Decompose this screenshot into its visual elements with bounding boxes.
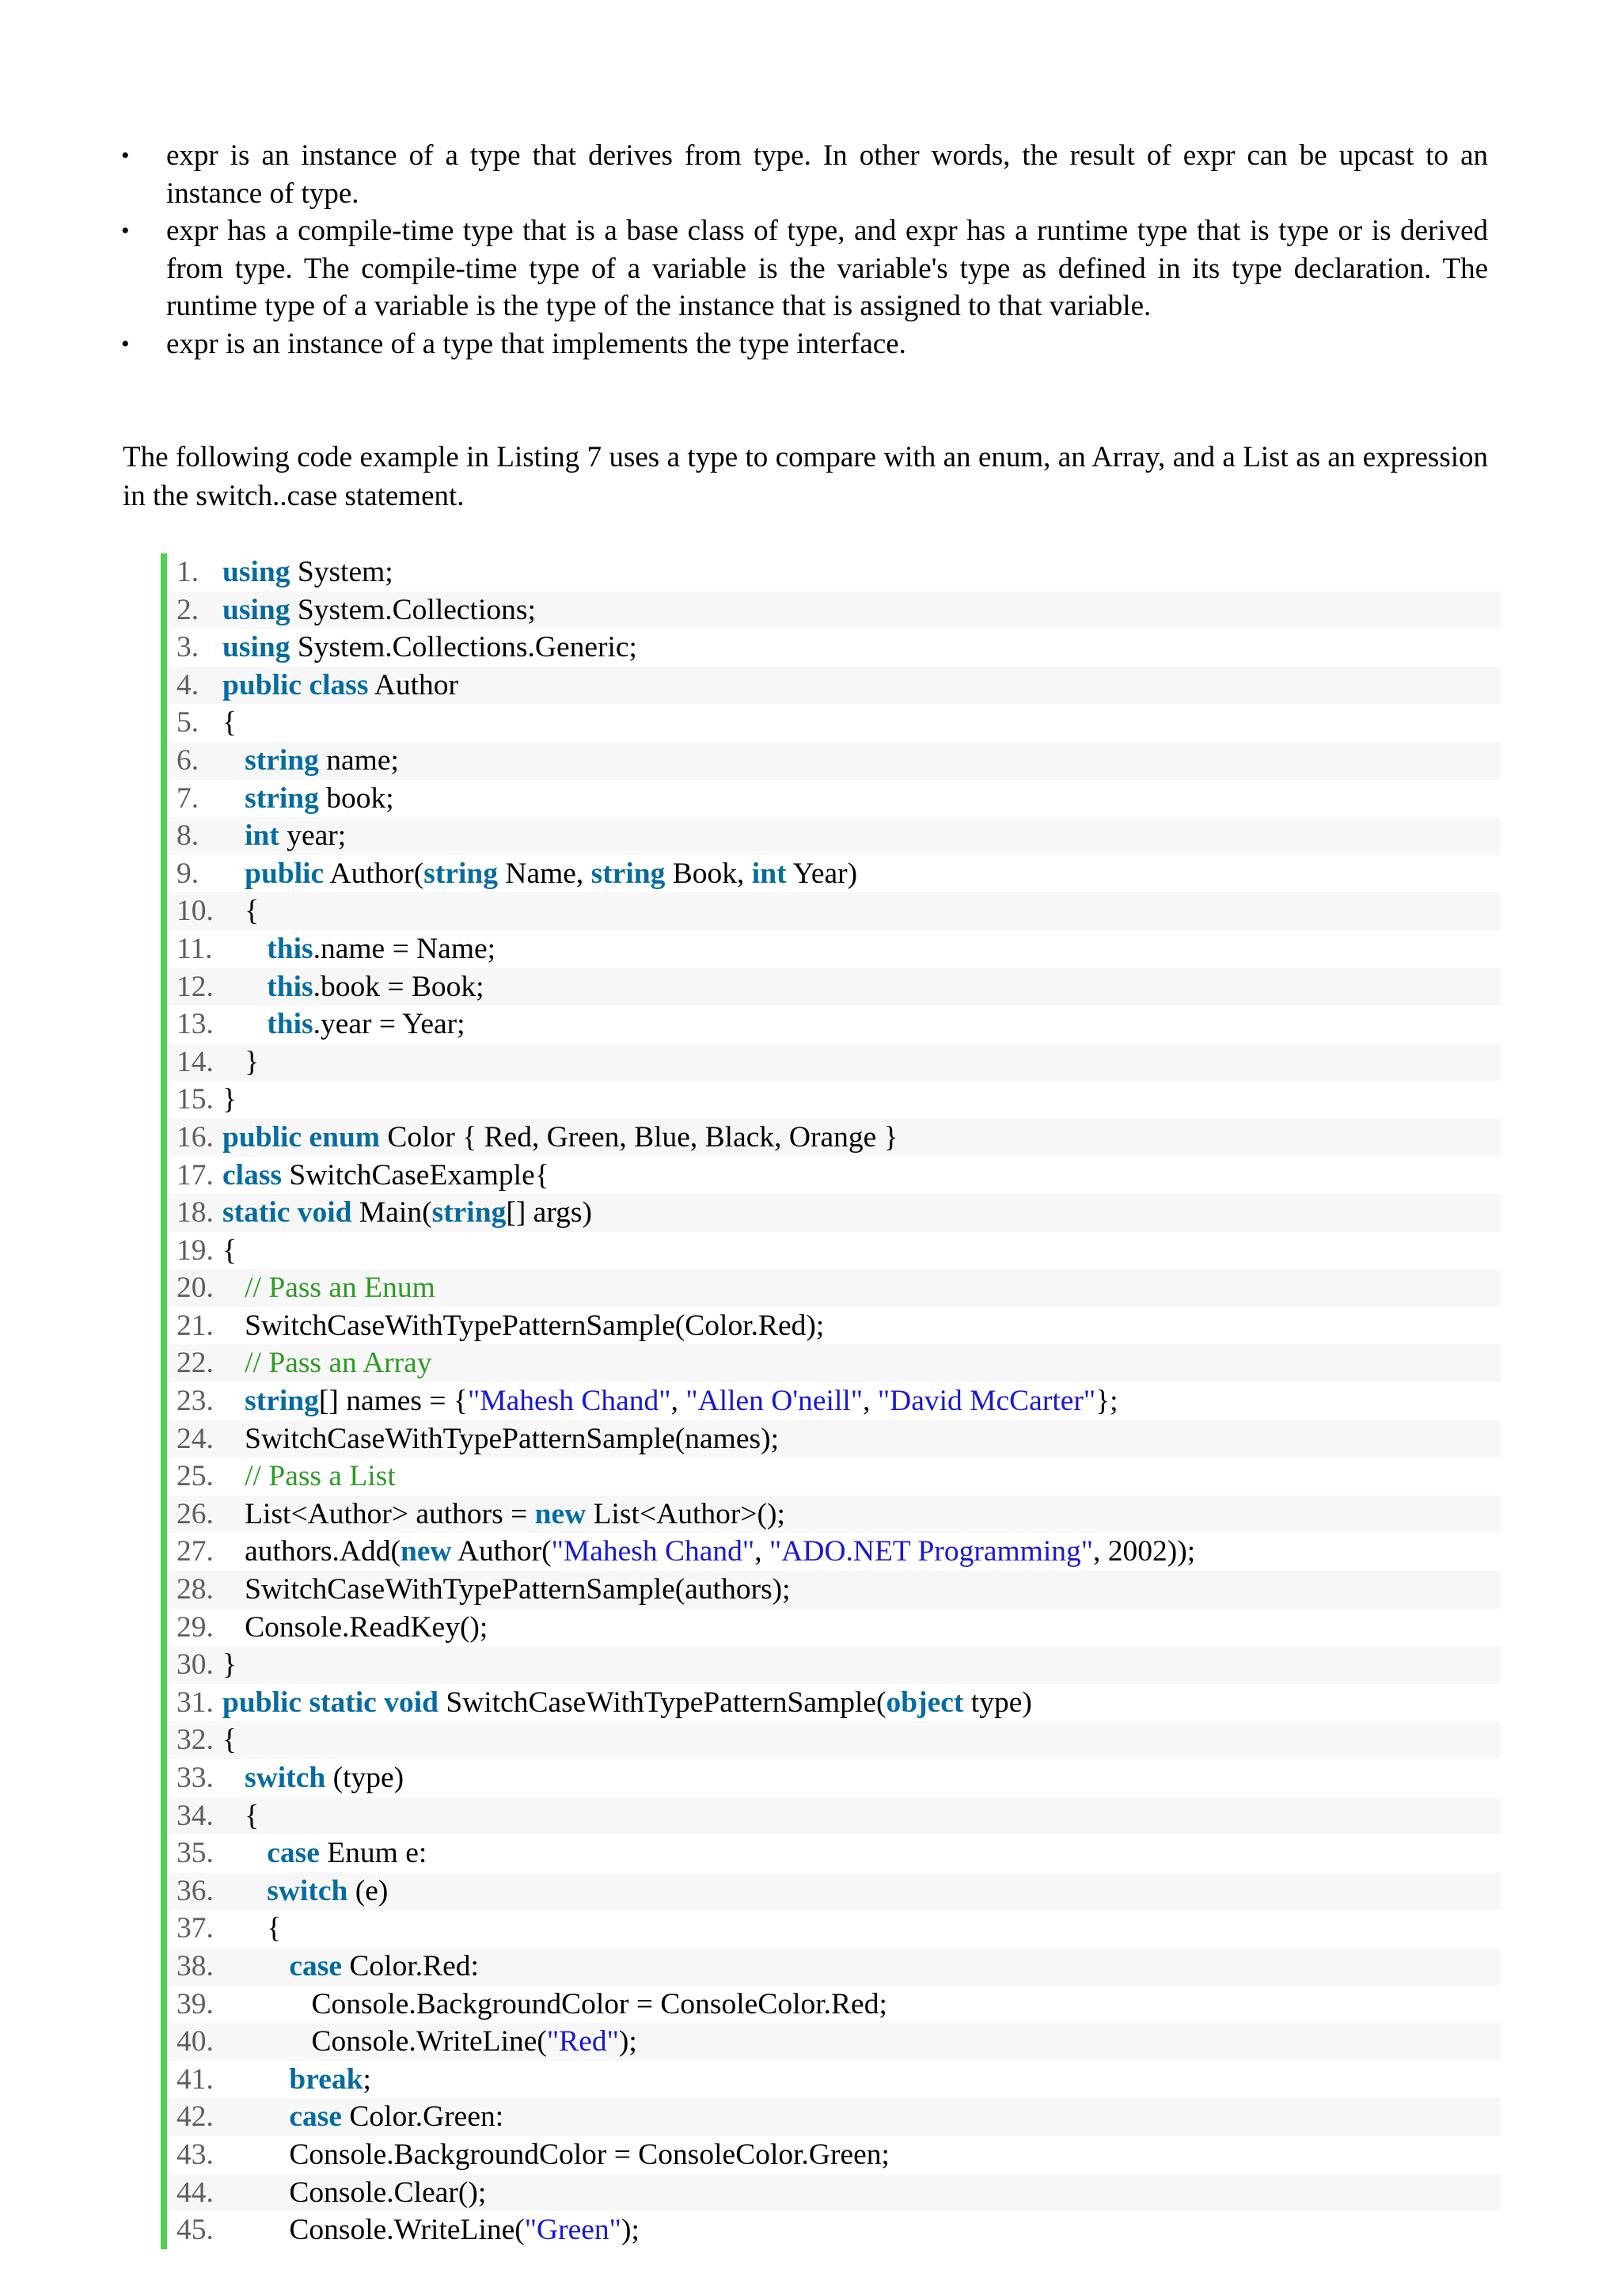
line-number: 33. [177,1762,214,1794]
code-keyword: static [222,1196,290,1230]
code-text: Enum e: [319,1837,427,1870]
code-keyword: break [289,2062,363,2096]
line-number: 7. [177,781,199,815]
code-string: "Green" [524,2214,621,2247]
line-number: 4. [177,668,199,701]
code-text: ); [621,2214,640,2247]
line-number: 9. [177,857,199,890]
code-keyword: object [886,1686,964,1719]
line-number: 3. [177,631,199,664]
code-string: "David McCarter" [877,1385,1096,1418]
line-number: 19. [177,1234,214,1267]
line-number: 25. [177,1460,214,1493]
code-keyword: string [431,1196,507,1230]
code-keyword: string [245,781,319,815]
code-text: List<Author>(); [586,1497,785,1530]
line-number: 11. [177,932,213,965]
line-number: 6. [177,743,199,777]
line-number: 37. [177,1912,214,1945]
code-keyword: void [384,1686,438,1719]
code-line [167,1834,1501,1872]
code-text: year; [279,819,347,853]
code-keyword: case [289,2100,343,2134]
code-line [167,2061,1501,2099]
code-text [222,1762,245,1794]
line-number: 35. [177,1837,214,1870]
line-number: 29. [177,1610,214,1644]
code-text [222,2063,289,2096]
code-line [167,1081,1501,1119]
code-text: SwitchCaseWithTypePatternSample(names); [222,1422,779,1455]
line-number: 24. [177,1422,214,1455]
code-line [167,591,1501,629]
line-number: 45. [177,2214,214,2247]
line-number: 28. [177,1573,214,1606]
code-line [167,2098,1501,2136]
code-text: SwitchCaseWithTypePatternSample( [438,1686,886,1719]
line-number: 17. [177,1158,214,1192]
code-line [167,855,1501,893]
code-text: { [222,895,260,928]
code-text: ; [363,2062,371,2096]
code-text [290,1196,297,1229]
code-text [222,971,267,1003]
code-text: SwitchCaseExample{ [282,1158,549,1192]
code-line [167,1119,1501,1157]
code-text: Author( [324,857,424,890]
code-comment: // Pass an Array [245,1347,432,1380]
code-text: { [222,1724,237,1757]
code-line [167,1043,1501,1081]
code-line [167,1571,1501,1609]
code-text: }; [1095,1385,1118,1418]
code-text: (e) [347,1874,389,1907]
line-number: 40. [177,2025,214,2058]
code-text: { [222,1912,282,1945]
code-keyword: this [267,932,313,965]
code-keyword: static [309,1686,377,1719]
line-number: 16. [177,1120,214,1154]
bullet-icon: • [121,218,130,244]
line-number: 13. [177,1008,214,1041]
bullet-icon: • [121,143,130,169]
code-keyword: using [222,556,290,588]
code-text: Author [368,668,458,701]
code-text: .name = Name; [313,932,496,965]
line-number: 38. [177,1949,214,1982]
code-text: Color.Green: [342,2100,504,2134]
bullet-item [121,212,1488,325]
line-number: 27. [177,1535,214,1568]
code-text [222,1385,245,1417]
line-number: 20. [177,1272,214,1305]
code-text [222,1875,267,1907]
code-keyword: case [289,1949,343,1982]
line-number: 1. [177,556,199,588]
code-text: SwitchCaseWithTypePatternSample(Color.Red); [222,1309,825,1342]
code-text: } [222,1083,237,1116]
code-line [167,1797,1501,1835]
code-keyword: public [222,668,302,701]
code-text: ); [618,2025,637,2058]
line-number: 22. [177,1347,214,1380]
line-number: 32. [177,1724,214,1757]
code-text [222,744,245,777]
code-text [222,782,245,815]
bullet-text: expr is an instance of a type that derives from type. In other words, the result of expr can be upcast to an instance of type. [166,139,1488,210]
line-number: 39. [177,1987,214,2020]
code-text [222,1008,267,1040]
code-line [167,1269,1501,1307]
code-text: List<Author> authors = [222,1497,535,1530]
code-line [167,2023,1501,2061]
code-line [167,968,1501,1006]
code-keyword: case [267,1837,320,1870]
code-text: , [670,1385,686,1418]
code-text: , 2002)); [1093,1535,1196,1568]
code-line [167,930,1501,968]
code-line [167,1344,1501,1382]
code-keyword: class [222,1158,282,1192]
line-number: 15. [177,1083,214,1116]
code-text: SwitchCaseWithTypePatternSample(authors); [222,1573,791,1606]
code-text: Name, [497,857,591,890]
code-text: Console.BackgroundColor = ConsoleColor.Red; [222,1987,887,2020]
code-keyword: this [267,1008,313,1041]
code-line [167,553,1501,591]
code-keyword: this [267,970,313,1003]
code-line [167,1910,1501,1948]
code-text: name; [318,743,399,777]
code-line [167,1872,1501,1910]
code-text: System.Collections.Generic; [290,631,637,664]
bullet-text: expr is an instance of a type that implements the type interface. [166,327,906,360]
bullet-icon: • [121,330,130,357]
code-text: authors.Add( [222,1535,401,1568]
intro-paragraph: The following code example in Listing 7 uses a type to compare with an enum, an Array, and a List as an expression in the switch..case statement. [123,441,1488,512]
bullet-list [121,137,1488,363]
line-number: 44. [177,2176,214,2209]
line-number: 30. [177,1648,214,1682]
code-line [167,1496,1501,1534]
code-comment: // Pass an Enum [245,1272,435,1305]
line-number: 18. [177,1196,214,1230]
code-text: .book = Book; [313,970,484,1003]
code-line [167,1194,1501,1232]
code-line [167,1948,1501,1986]
code-line [167,667,1501,705]
code-text: Console.WriteLine( [222,2214,525,2247]
code-string: "Mahesh Chand" [467,1385,671,1418]
code-text [222,1272,245,1304]
code-line [167,1307,1501,1345]
code-keyword: string [590,857,666,890]
code-text [222,2100,289,2133]
code-keyword: new [400,1535,452,1568]
code-line [167,1458,1501,1496]
line-number: 42. [177,2100,214,2134]
bullet-item [121,325,1488,363]
code-line [167,1646,1501,1684]
code-keyword: class [309,668,369,701]
code-line [167,1420,1501,1458]
line-number: 14. [177,1045,214,1078]
line-number: 26. [177,1497,214,1530]
code-line [167,1684,1501,1722]
code-text: Author( [451,1535,552,1568]
code-line [167,780,1501,818]
code-text [222,1460,245,1492]
code-keyword: int [245,819,279,853]
line-number: 21. [177,1309,214,1342]
code-line [167,2211,1501,2249]
code-keyword: string [245,1385,319,1418]
code-text: { [222,706,237,739]
line-number: 34. [177,1799,214,1832]
code-keyword: public [222,1686,302,1719]
code-keyword: string [245,743,319,777]
code-text: [] args) [506,1196,592,1230]
line-number: 5. [177,706,199,739]
code-line [167,817,1501,855]
code-text: } [222,1648,237,1682]
line-number: 23. [177,1385,214,1418]
code-keyword: switch [267,1874,348,1907]
code-text: System.Collections; [290,593,536,626]
code-text [222,819,245,852]
code-line [167,704,1501,742]
code-text: .year = Year; [313,1008,465,1041]
code-line [167,1382,1501,1420]
code-line [167,1609,1501,1647]
code-string: "Allen O'neill" [685,1385,864,1418]
code-line [167,1759,1501,1797]
code-text: , [863,1385,878,1418]
code-text: Console.WriteLine( [222,2025,547,2058]
code-text [222,1950,289,1982]
code-keyword: new [534,1497,587,1530]
code-keyword: string [423,857,498,890]
line-number: 31. [177,1686,214,1719]
code-text [377,1686,384,1719]
code-line [167,742,1501,780]
code-line [167,1157,1501,1195]
code-line [167,2136,1501,2174]
code-text: Year) [786,857,858,890]
line-number: 43. [177,2138,214,2171]
code-text: , [754,1535,769,1568]
line-number: 8. [177,819,199,853]
code-keyword: using [222,631,290,664]
code-comment: // Pass a List [245,1460,396,1493]
bullet-text: expr has a compile-time type that is a base class of type, and expr has a runtime type that is type or is derived from type. The compile-time type of a variable is the variable's type as defined in its type declaration. The runtime type of a variable is the type of the instance that is assigned to that variable. [166,215,1488,322]
code-line [167,892,1501,930]
code-text [222,1837,267,1869]
code-keyword: public [245,857,325,890]
code-text: Book, [665,857,752,890]
code-keyword: public [222,1120,302,1154]
code-string: "ADO.NET Programming" [769,1535,1094,1568]
code-text: { [222,1234,237,1267]
code-listing [161,553,1501,2249]
code-keyword: switch [245,1762,326,1794]
code-text: Console.BackgroundColor = ConsoleColor.Green; [222,2138,890,2171]
code-text: book; [318,781,394,815]
code-keyword: void [297,1196,352,1230]
code-text: Color { Red, Green, Blue, Black, Orange } [380,1120,898,1154]
line-number: 12. [177,970,214,1003]
bullet-item [121,137,1488,212]
code-line [167,1005,1501,1043]
code-text [222,933,267,965]
code-text: Main( [351,1196,432,1230]
code-line [167,629,1501,667]
code-line [167,2174,1501,2212]
code-string: "Red" [546,2025,619,2058]
code-keyword: enum [309,1120,381,1154]
code-line [167,1533,1501,1571]
code-line [167,1721,1501,1759]
code-text: Console.Clear(); [222,2176,487,2209]
line-number: 41. [177,2062,214,2096]
code-text: type) [963,1686,1032,1719]
code-text: System; [290,556,393,588]
code-text [222,1347,245,1379]
code-text: { [222,1799,260,1832]
code-keyword: int [751,857,787,890]
code-string: "Mahesh Chand" [551,1535,755,1568]
code-line [167,1986,1501,2024]
code-text: (type) [325,1762,404,1794]
code-text: Color.Red: [342,1949,479,1982]
code-text [222,857,245,890]
code-text: [] names = { [318,1385,468,1418]
code-keyword: using [222,593,290,626]
line-number: 10. [177,895,214,928]
code-line [167,1232,1501,1270]
line-number: 36. [177,1874,214,1907]
code-text: Console.ReadKey(); [222,1610,488,1644]
line-number: 2. [177,593,199,626]
code-text: } [222,1045,260,1078]
